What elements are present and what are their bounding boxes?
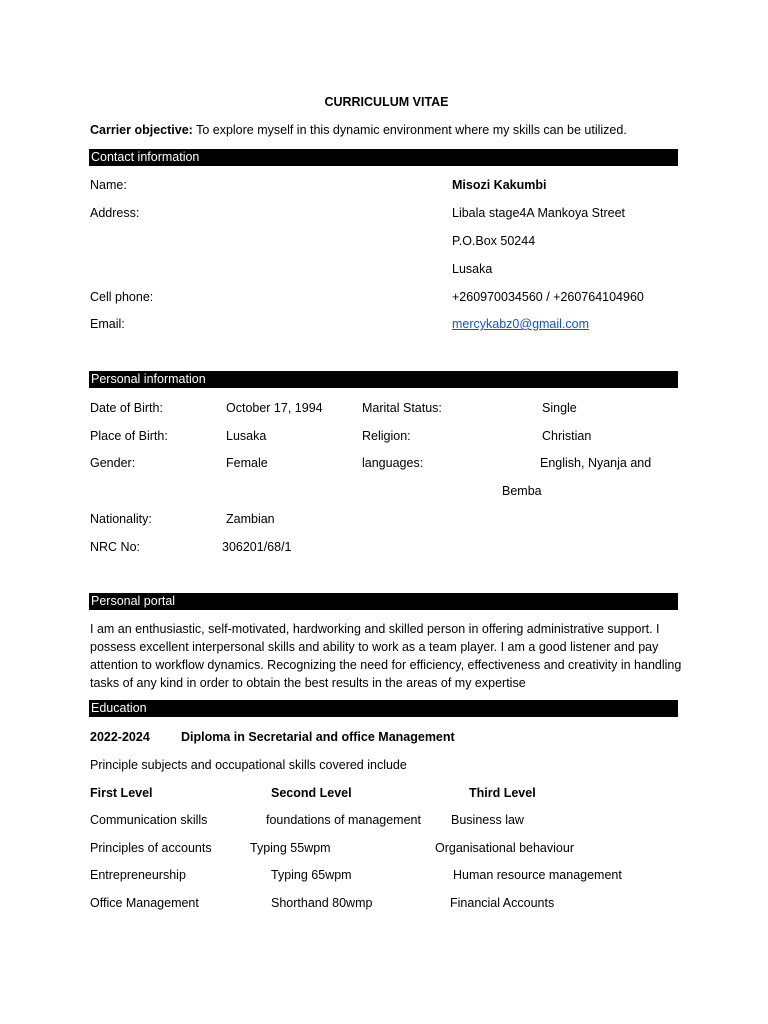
languages-value-line-2: Bemba: [502, 484, 542, 498]
subject-cell: Organisational behaviour: [435, 841, 574, 855]
address-label: Address:: [90, 206, 140, 220]
address-line-3: Lusaka: [452, 262, 493, 276]
email-label: Email:: [90, 317, 125, 331]
section-header-contact: Contact information: [89, 149, 678, 166]
document-title: CURRICULUM VITAE: [324, 95, 449, 109]
objective-label: Carrier objective:: [90, 123, 193, 137]
languages-value-line-1: English, Nyanja and: [540, 456, 652, 470]
section-header-portal: Personal portal: [89, 593, 678, 610]
subject-cell: Entrepreneurship: [90, 868, 186, 882]
phone-value: +260970034560 / +260764104960: [452, 290, 644, 304]
subject-cell: Communication skills: [90, 813, 208, 827]
education-years: 2022-2024: [90, 730, 150, 744]
level-header-second: Second Level: [271, 786, 352, 800]
subject-cell: Human resource management: [453, 868, 622, 882]
pob-value: Lusaka: [226, 429, 267, 443]
email-link[interactable]: mercykabz0@gmail.com: [452, 317, 590, 331]
marital-label: Marital Status:: [362, 401, 442, 415]
religion-value: Christian: [542, 429, 592, 443]
gender-value: Female: [226, 456, 268, 470]
marital-value: Single: [542, 401, 577, 415]
subject-cell: Office Management: [90, 896, 199, 910]
subject-cell: Typing 65wpm: [271, 868, 352, 882]
nationality-value: Zambian: [226, 512, 275, 526]
level-header-third: Third Level: [469, 786, 536, 800]
subject-cell: Principles of accounts: [90, 841, 212, 855]
subjects-intro: Principle subjects and occupational skills covered include: [90, 758, 407, 772]
section-header-education: Education: [89, 700, 678, 717]
dob-value: October 17, 1994: [226, 401, 323, 415]
nationality-label: Nationality:: [90, 512, 152, 526]
education-course: Diploma in Secretarial and office Management: [181, 730, 455, 744]
gender-label: Gender:: [90, 456, 136, 470]
pob-label: Place of Birth:: [90, 429, 168, 443]
subject-cell: Financial Accounts: [450, 896, 555, 910]
objective-text: To explore myself in this dynamic environment where my skills can be utilized.: [192, 123, 627, 137]
subject-cell: foundations of management: [266, 813, 421, 827]
subject-cell: Shorthand 80wmp: [271, 896, 373, 910]
nrc-label: NRC No:: [90, 540, 141, 554]
name-label: Name:: [90, 178, 127, 192]
languages-label: languages:: [362, 456, 424, 470]
name-value: Misozi Kakumbi: [452, 178, 547, 192]
subject-cell: Typing 55wpm: [250, 841, 331, 855]
address-line-1: Libala stage4A Mankoya Street: [452, 206, 626, 220]
address-line-2: P.O.Box 50244: [452, 234, 536, 248]
level-header-first: First Level: [90, 786, 153, 800]
section-header-personal: Personal information: [89, 371, 678, 388]
portal-paragraph: I am an enthusiastic, self-motivated, hardworking and skilled person in offering administrative support. I possess excellent interpersonal skills and ability to work as a team player. I am a good listener and pay attention to workflow dynamics. Recognizing the need for efficiency, effectiveness and creativity in handling tasks of any kind in order to obtain the best results in the areas of my expertise: [90, 622, 682, 690]
objective-line: [90, 122, 627, 138]
nrc-value: 306201/68/1: [222, 540, 292, 554]
dob-label: Date of Birth:: [90, 401, 163, 415]
religion-label: Religion:: [362, 429, 411, 443]
subject-cell: Business law: [451, 813, 524, 827]
phone-label: Cell phone:: [90, 290, 154, 304]
